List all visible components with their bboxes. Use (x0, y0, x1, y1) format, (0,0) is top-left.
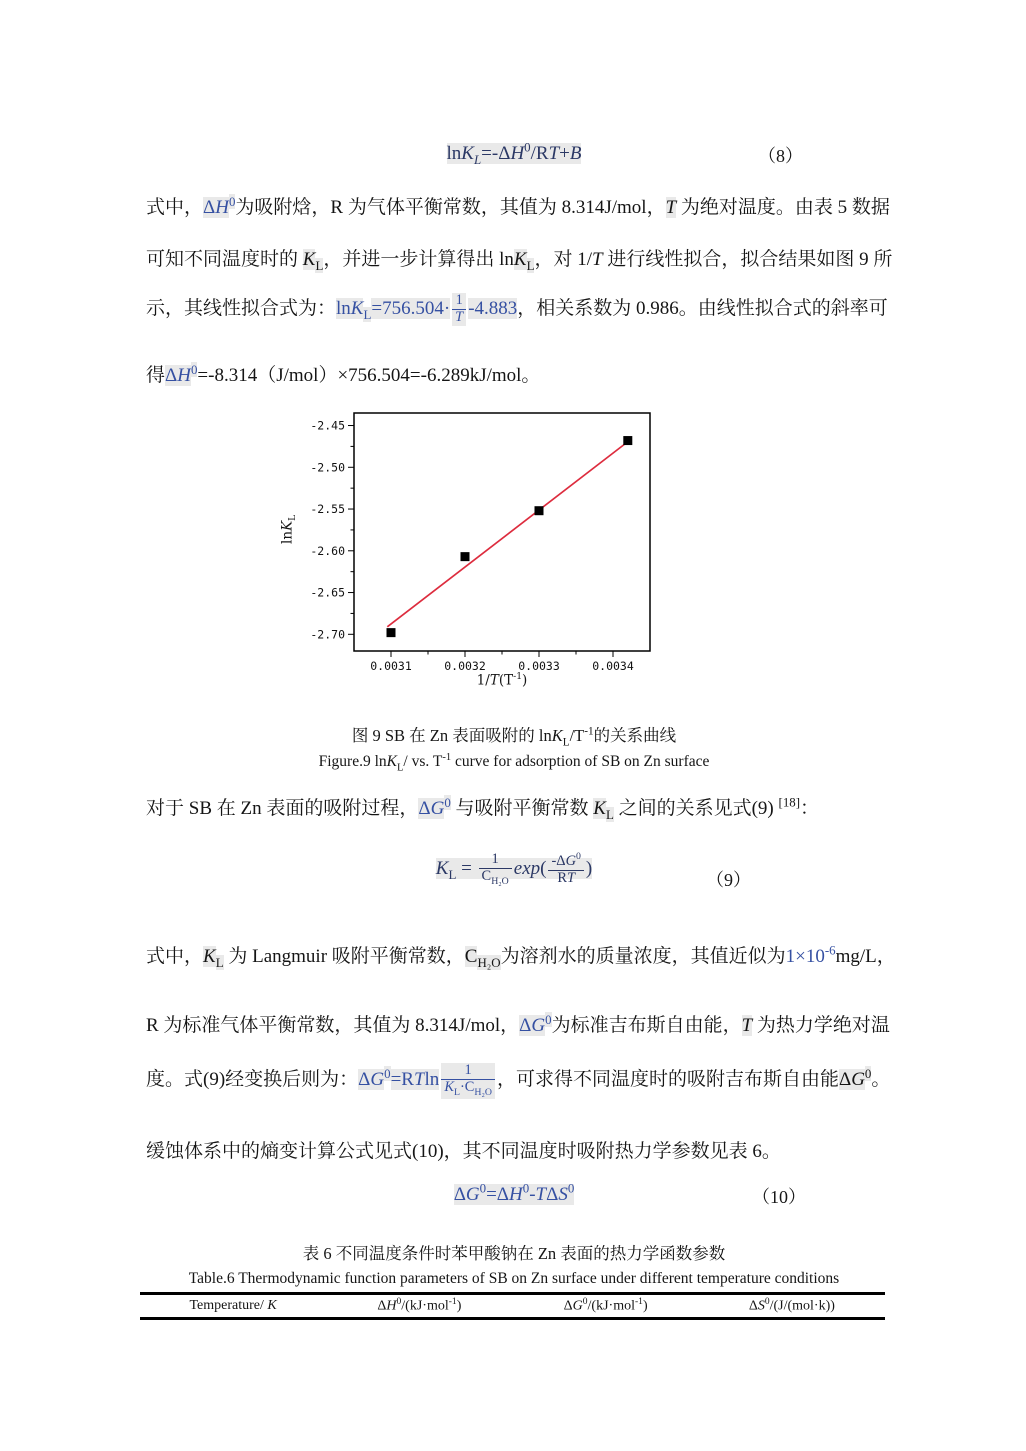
table6-header-delta-g: $\Delta G^0/(kJ\cdot mol^{-1})$ (563, 1297, 648, 1314)
table6-caption-cn: 表 6 不同温度条件时苯甲酸钠在 Zn 表面的热力学函数参数 (302, 1244, 726, 1263)
figure9-chart (278, 408, 708, 708)
equation-10-row (146, 1181, 882, 1206)
paragraph-1-line-4: 得$\Delta H^0=-8.314(J/mol)\times 756.504=-6.289kJ$/mol。 (146, 361, 541, 386)
figure9-caption-en: Figure.9 lnK$_L$/ vs. $T^{-1}$ curve for adsorption of SB on Zn surface (318, 752, 710, 774)
table6-header-delta-s: $\Delta S^0/(J/(mol\cdot k))$ (748, 1297, 835, 1314)
paragraph-3-line-2: R 为标准气体平衡常数，其值为 8.314J/mol，$\Delta G^0$为标准吉布斯自由能，T 为热力学绝对温 (146, 1011, 890, 1036)
equation-10: $\Delta G^0=\Delta H^0-T\Delta S^0$ (453, 1181, 575, 1206)
figure9-plot (278, 408, 708, 708)
paragraph-2: 对于 SB 在 Zn 表面的吸附过程，$\Delta G^0$ 与吸附平衡常数 $K_L$ 之间的关系见式(9) [18]： (146, 794, 820, 822)
equation-8: $\ln K_L=-\Delta H^0/RT+B$ (446, 140, 582, 168)
svg-text:0.0032: 0.0032 (444, 659, 486, 673)
table6 (140, 1292, 885, 1320)
paragraph-3-line-3: 度。式(9)经变换后则为：$\Delta G^0=RTln$ $\frac{1}{K_L\cdot C_{H_2O}}$ ，可求得不同温度时的吸附吉布斯自由能$\Delta G^0$。 (146, 1062, 891, 1098)
svg-text:0.0033: 0.0033 (518, 659, 560, 673)
equation-9: $K_L$ = $\frac{1}{C_{H_2O}}$ exp( $\frac{-\Delta G^0}{RT}$ ) (435, 851, 593, 887)
equation-9-row (146, 852, 882, 888)
equation-10-number: （10） (752, 1187, 806, 1207)
paragraph-3-line-1: 式中，$K_L$ 为 Langmuir 吸附平衡常数，$C_{H_2O}$为溶剂水的质量浓度，其值近似为$1\times 10^{-6}mg/L$， (146, 942, 896, 970)
table6-header-temperature: Temperature/ K (189, 1297, 277, 1313)
table6-caption-en: Table.6 Thermodynamic function parameters of SB on Zn surface under different temperature conditions (188, 1270, 840, 1287)
svg-text:-2.70: -2.70 (310, 627, 345, 642)
svg-text:-2.55: -2.55 (310, 502, 345, 517)
paragraph-1-line-2: 可知不同温度时的 $K_L$，并进一步计算得出 lnK$_L$，对 1/T 进行线性拟合，拟合结果如图 9 所 (146, 249, 893, 273)
equation-8-row (146, 140, 882, 168)
svg-text:0.0034: 0.0034 (592, 659, 634, 673)
figure9-y-axis-label: lnK$_L$ (279, 514, 298, 544)
svg-text:0.0031: 0.0031 (370, 659, 412, 673)
table6-header-delta-h: $\Delta H^0/(kJ\cdot mol^{-1})$ (377, 1297, 462, 1314)
figure9-x-axis-label: $1/T(T^{-1})$ (476, 671, 528, 689)
paragraph-3-line-4: 缓蚀体系中的熵变计算公式见式(10)，其不同温度时吸附热力学参数见表 6。 (146, 1141, 781, 1162)
svg-text:-2.45: -2.45 (310, 418, 345, 433)
equation-9-number: （9） (706, 870, 751, 890)
paragraph-1-line-3: 示，其线性拟合式为：lnK$_L$=756.504· $\frac{1}{T}$ -4.883，相关系数为 0.986。由线性拟合式的斜率可 (146, 292, 888, 326)
svg-text:-2.60: -2.60 (310, 543, 345, 558)
svg-text:-2.65: -2.65 (310, 585, 345, 600)
figure9-caption-cn: 图 9 SB 在 Zn 表面吸附的 $\ln K_L/T^{-1}$的关系曲线 (351, 725, 677, 749)
svg-text:-2.50: -2.50 (310, 460, 345, 475)
equation-8-number: （8） (758, 146, 803, 166)
paragraph-1-line-1: 式中，$\Delta H^0$为吸附焓，R 为气体平衡常数，其值为 8.314J/mol，T 为绝对温度。由表 5 数据 (146, 193, 890, 218)
